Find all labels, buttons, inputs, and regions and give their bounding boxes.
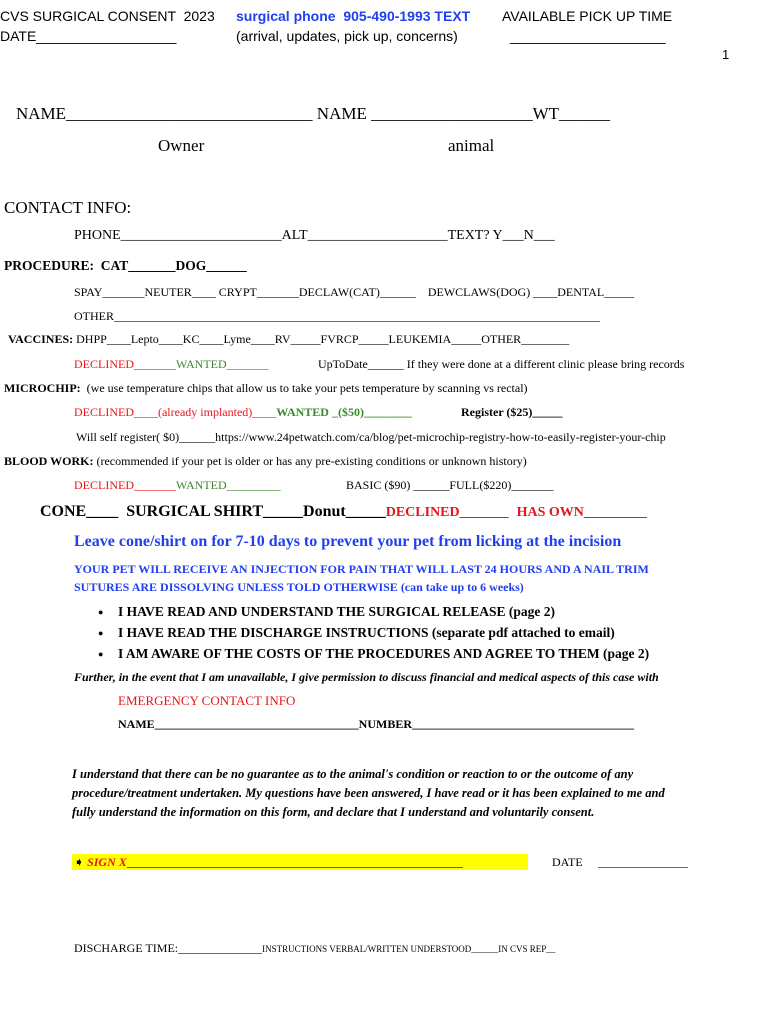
- injection-notice-line1: YOUR PET WILL RECEIVE AN INJECTION FOR PAIN THAT WILL LAST 24 HOURS AND A NAIL TRIM: [74, 562, 649, 576]
- vaccines-wanted[interactable]: WANTED_______: [176, 357, 269, 371]
- surgical-phone: surgical phone 905-490-1993 TEXT: [236, 8, 471, 24]
- pickup-time-field[interactable]: ____________________: [510, 28, 666, 44]
- bloodwork-row: [4, 454, 527, 469]
- injection-notice-line2: SUTURES ARE DISSOLVING UNLESS TOLD OTHERWISE (can take up to 6 weeks): [74, 580, 524, 594]
- surgical-phone-note: (arrival, updates, pick up, concerns): [236, 28, 458, 44]
- acknowledgement-list: [98, 601, 649, 664]
- name-line[interactable]: NAME_____________________________ NAME ___________________WT______: [16, 104, 611, 123]
- sign-label: SIGN X: [84, 855, 127, 869]
- sign-date-field[interactable]: _______________: [598, 855, 688, 869]
- microchip-label: MICROCHIP:: [4, 381, 81, 395]
- discharge-time-field[interactable]: DISCHARGE TIME:______________: [74, 941, 263, 955]
- microchip-wanted[interactable]: WANTED _($50)________: [276, 405, 412, 419]
- form-title: CVS SURGICAL CONSENT 2023: [0, 8, 215, 24]
- emergency-contact-heading: EMERGENCY CONTACT INFO: [118, 693, 296, 708]
- microchip-declined[interactable]: DECLINED____(already implanted)____: [74, 405, 277, 419]
- sign-date-label: DATE: [552, 855, 583, 869]
- microchip-note: (we use temperature chips that allow us to take your pets temperature by scanning vs rectal): [80, 381, 528, 395]
- date-field[interactable]: DATE__________________: [0, 28, 177, 44]
- bloodwork-wanted[interactable]: WANTED_________: [176, 478, 281, 492]
- procedure-line[interactable]: PROCEDURE: CAT_______DOG______: [4, 258, 247, 273]
- vaccines-status-row: [74, 357, 269, 372]
- microchip-self-register[interactable]: Will self register( $0)______https://www.24petwatch.com/ca/blog/pet-microchip-registry-how-to-easily-register-your-chip: [76, 430, 666, 444]
- microchip-register[interactable]: Register ($25)_____: [461, 405, 563, 419]
- signature-field[interactable]: ________________________________________________________: [126, 855, 463, 869]
- cone-options[interactable]: CONE____ SURGICAL SHIRT_____Donut_____: [40, 503, 386, 520]
- bloodwork-status-row: [74, 478, 281, 493]
- pickup-time-label: AVAILABLE PICK UP TIME: [502, 8, 673, 24]
- consent-line-3: fully understand the information on this form, and declare that I understand and voluntarily consent.: [72, 805, 595, 819]
- acknowledgement-item: ● I HAVE READ THE DISCHARGE INSTRUCTIONS (separate pdf attached to email): [98, 622, 649, 643]
- microchip-status-row: [74, 405, 412, 420]
- leave-cone-instruction: Leave cone/shirt on for 7-10 days to prevent your pet from licking at the incision: [74, 533, 622, 550]
- cone-has-own[interactable]: HAS OWN_________: [516, 505, 647, 520]
- owner-label: Owner: [158, 136, 205, 155]
- acknowledgement-item: ● I HAVE READ AND UNDERSTAND THE SURGICAL RELEASE (page 2): [98, 601, 649, 622]
- bloodwork-options[interactable]: BASIC ($90) ______FULL($220)_______: [346, 478, 554, 492]
- vaccines-label: VACCINES:: [8, 332, 74, 346]
- double-arrow-icon: ➧: [74, 855, 85, 869]
- acknowledgement-item: ● I AM AWARE OF THE COSTS OF THE PROCEDURES AND AGREE TO THEM (page 2): [98, 643, 649, 664]
- procedure-options[interactable]: SPAY_______NEUTER____ CRYPT_______DECLAW(CAT)______ DEWCLAWS(DOG) ____DENTAL_____: [74, 285, 635, 299]
- consent-line-2: procedure/treatment undertaken. My questions have been answered, I have read or it has been explained to me and: [72, 786, 665, 800]
- consent-line-1: I understand that there can be no guarantee as to the animal's condition or reaction to or the outcome of any: [72, 767, 634, 781]
- cone-row: [40, 503, 647, 521]
- contact-heading: CONTACT INFO:: [4, 198, 132, 217]
- vaccines-row: [8, 332, 569, 347]
- animal-label: animal: [448, 136, 495, 155]
- discharge-row: [74, 939, 555, 957]
- vaccines-options[interactable]: DHPP____Lepto____KC____Lyme____RV_____FVRCP_____LEUKEMIA_____OTHER________: [73, 332, 570, 346]
- bloodwork-label: BLOOD WORK:: [4, 454, 94, 468]
- page-number: 1: [722, 47, 730, 62]
- cone-declined[interactable]: DECLINED_______: [385, 505, 509, 520]
- signature-row[interactable]: [74, 854, 463, 870]
- discharge-instructions-field[interactable]: INSTRUCTIONS VERBAL/WRITTEN UNDERSTOOD______IN CVS REP__: [262, 944, 556, 954]
- permission-statement: Further, in the event that I am unavailable, I give permission to discuss financial and medical aspects of this case with: [74, 670, 659, 684]
- microchip-row: [4, 381, 528, 396]
- emergency-contact-line[interactable]: NAME__________________________________NUMBER_____________________________________: [118, 717, 634, 731]
- phone-line[interactable]: PHONE_______________________ALT____________________TEXT? Y___N___: [74, 228, 555, 243]
- vaccines-declined[interactable]: DECLINED_______: [74, 357, 176, 371]
- bloodwork-note: (recommended if your pet is older or has any pre-existing conditions or unknown history): [93, 454, 527, 468]
- bloodwork-declined[interactable]: DECLINED_______: [74, 478, 176, 492]
- vaccines-uptodate[interactable]: UpToDate______ If they were done at a different clinic please bring records: [318, 357, 685, 371]
- procedure-other[interactable]: OTHER_________________________________________________________________________________: [74, 309, 600, 323]
